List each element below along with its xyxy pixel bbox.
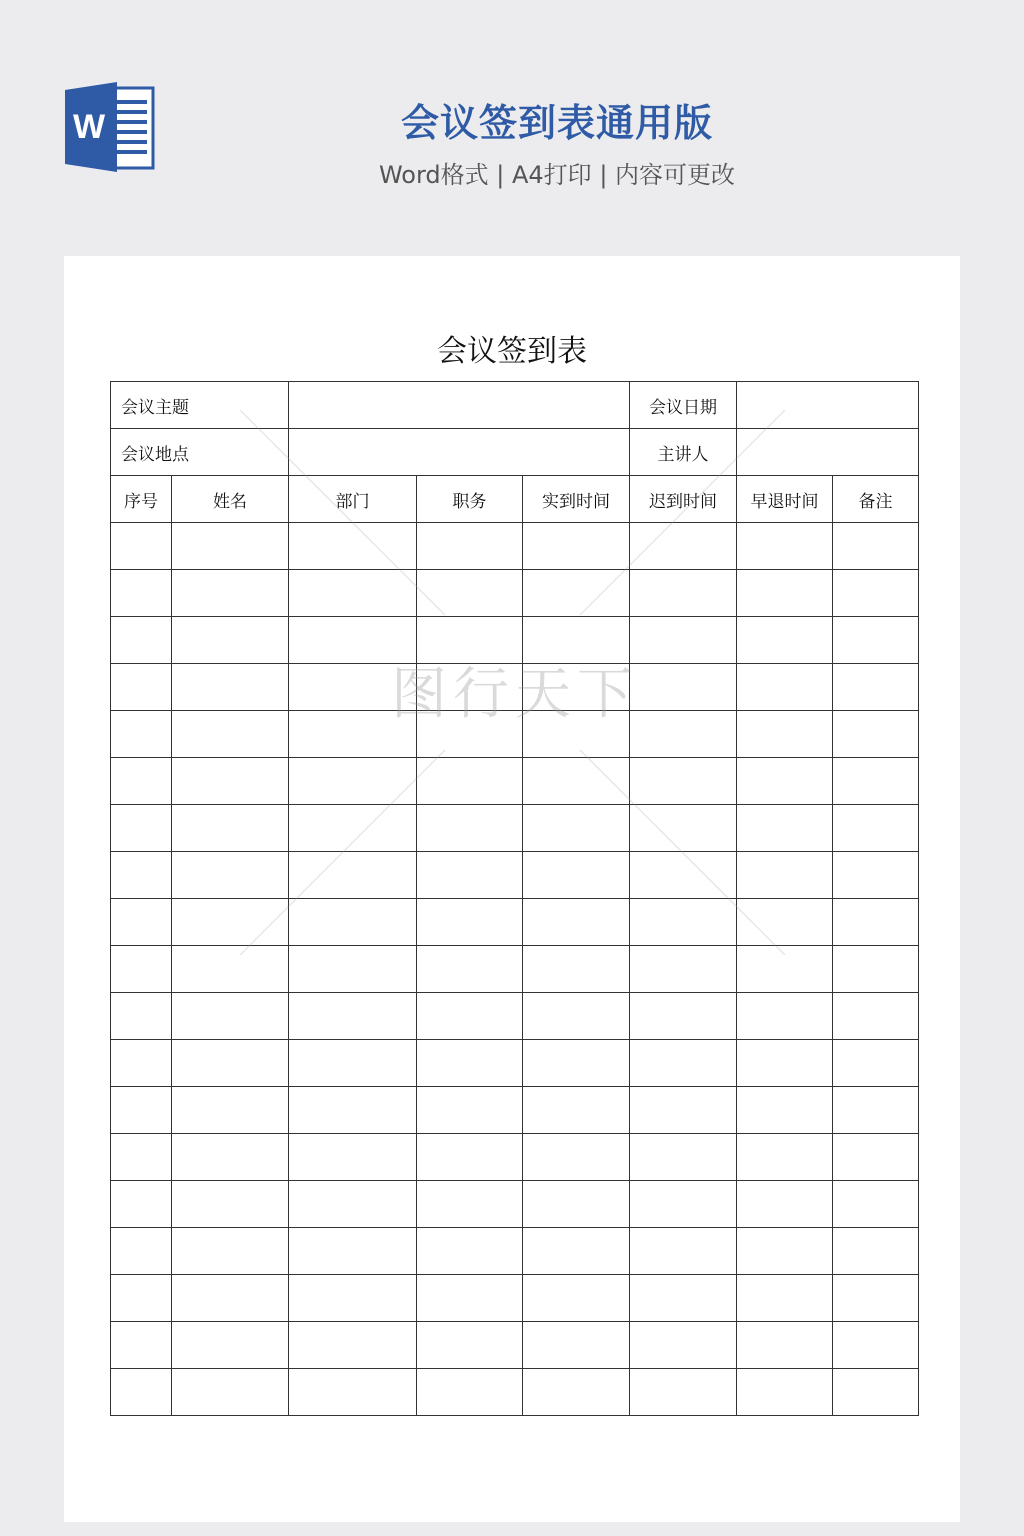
- table-cell[interactable]: [172, 711, 289, 758]
- col-header-name: 姓名: [172, 476, 289, 523]
- table-cell[interactable]: [833, 805, 919, 852]
- table-cell[interactable]: [289, 899, 417, 946]
- table-cell[interactable]: [737, 711, 833, 758]
- topic-label: 会议主题: [111, 382, 289, 429]
- sign-in-table: [110, 381, 919, 1416]
- table-cell[interactable]: [737, 1040, 833, 1087]
- table-row: [111, 899, 919, 946]
- speaker-value-cell[interactable]: [737, 429, 919, 476]
- table-cell[interactable]: [630, 852, 737, 899]
- word-document-icon: [65, 82, 157, 172]
- table-cell[interactable]: [289, 1181, 417, 1228]
- table-cell[interactable]: [737, 1369, 833, 1416]
- table-cell[interactable]: [523, 1134, 630, 1181]
- table-cell[interactable]: [417, 1087, 523, 1134]
- table-cell[interactable]: [737, 899, 833, 946]
- table-cell[interactable]: [111, 1134, 172, 1181]
- table-cell[interactable]: [111, 946, 172, 993]
- table-cell[interactable]: [630, 1087, 737, 1134]
- table-row: [111, 1040, 919, 1087]
- table-cell[interactable]: [523, 852, 630, 899]
- table-cell[interactable]: [523, 758, 630, 805]
- table-cell[interactable]: [833, 617, 919, 664]
- table-cell[interactable]: [172, 993, 289, 1040]
- table-cell[interactable]: [111, 899, 172, 946]
- table-cell[interactable]: [111, 1087, 172, 1134]
- table-cell[interactable]: [737, 852, 833, 899]
- table-cell[interactable]: [172, 570, 289, 617]
- document-title: 会议签到表: [437, 334, 587, 369]
- word-icon-letter: W: [72, 108, 106, 146]
- col-header-index: 序号: [111, 476, 172, 523]
- col-header-early-leave-time: 早退时间: [737, 476, 833, 523]
- table-cell[interactable]: [417, 993, 523, 1040]
- table-cell[interactable]: [172, 1181, 289, 1228]
- table-cell[interactable]: [630, 805, 737, 852]
- table-cell[interactable]: [172, 805, 289, 852]
- col-header-position: 职务: [417, 476, 523, 523]
- watermark-text: 图行天下: [391, 662, 639, 727]
- table-cell[interactable]: [289, 570, 417, 617]
- table-cell[interactable]: [111, 711, 172, 758]
- column-header-row: [111, 476, 919, 523]
- table-cell[interactable]: [172, 899, 289, 946]
- table-cell[interactable]: [111, 852, 172, 899]
- table-cell[interactable]: [111, 1275, 172, 1322]
- table-cell[interactable]: [523, 570, 630, 617]
- table-cell[interactable]: [737, 993, 833, 1040]
- table-row: [111, 1134, 919, 1181]
- table-cell[interactable]: [111, 523, 172, 570]
- table-cell[interactable]: [289, 523, 417, 570]
- table-cell[interactable]: [417, 523, 523, 570]
- table-row: [111, 852, 919, 899]
- table-cell[interactable]: [417, 946, 523, 993]
- table-row: [111, 805, 919, 852]
- table-cell[interactable]: [833, 899, 919, 946]
- table-cell[interactable]: [417, 1322, 523, 1369]
- table-cell[interactable]: [833, 523, 919, 570]
- table-cell[interactable]: [289, 617, 417, 664]
- table-cell[interactable]: [417, 899, 523, 946]
- table-cell[interactable]: [833, 946, 919, 993]
- table-cell[interactable]: [523, 899, 630, 946]
- table-cell[interactable]: [523, 993, 630, 1040]
- table-cell[interactable]: [737, 664, 833, 711]
- table-cell[interactable]: [172, 1087, 289, 1134]
- table-cell[interactable]: [417, 1040, 523, 1087]
- table-cell[interactable]: [172, 852, 289, 899]
- page-subtitle: Word格式 | A4打印 | 内容可更改: [378, 161, 736, 189]
- table-cell[interactable]: [630, 711, 737, 758]
- table-row: [111, 993, 919, 1040]
- table-cell[interactable]: [111, 1181, 172, 1228]
- topic-value-cell[interactable]: [289, 382, 630, 429]
- table-cell[interactable]: [833, 1322, 919, 1369]
- table-cell[interactable]: [172, 946, 289, 993]
- table-cell[interactable]: [417, 1181, 523, 1228]
- table-cell[interactable]: [833, 570, 919, 617]
- table-cell[interactable]: [833, 1275, 919, 1322]
- table-cell[interactable]: [523, 946, 630, 993]
- table-cell[interactable]: [523, 1087, 630, 1134]
- table-row: [111, 1228, 919, 1275]
- table-cell[interactable]: [737, 523, 833, 570]
- table-cell[interactable]: [111, 1040, 172, 1087]
- table-cell[interactable]: [172, 664, 289, 711]
- table-cell[interactable]: [523, 617, 630, 664]
- table-cell[interactable]: [630, 1369, 737, 1416]
- table-row: [111, 664, 919, 711]
- table-cell[interactable]: [737, 1322, 833, 1369]
- table-cell[interactable]: [172, 758, 289, 805]
- location-value-cell[interactable]: [289, 429, 630, 476]
- table-cell[interactable]: [289, 852, 417, 899]
- table-cell[interactable]: [289, 1275, 417, 1322]
- table-cell[interactable]: [111, 1228, 172, 1275]
- table-cell[interactable]: [737, 805, 833, 852]
- table-cell[interactable]: [833, 1181, 919, 1228]
- table-cell[interactable]: [172, 1040, 289, 1087]
- table-cell[interactable]: [523, 805, 630, 852]
- table-cell[interactable]: [172, 1275, 289, 1322]
- table-cell[interactable]: [289, 805, 417, 852]
- table-cell[interactable]: [111, 1369, 172, 1416]
- table-cell[interactable]: [737, 1134, 833, 1181]
- table-cell[interactable]: [833, 758, 919, 805]
- table-cell[interactable]: [417, 1228, 523, 1275]
- table-cell[interactable]: [833, 1369, 919, 1416]
- table-cell[interactable]: [737, 1275, 833, 1322]
- table-cell[interactable]: [523, 1322, 630, 1369]
- date-value-cell[interactable]: [737, 382, 919, 429]
- table-cell[interactable]: [417, 1369, 523, 1416]
- table-cell[interactable]: [737, 617, 833, 664]
- table-cell[interactable]: [833, 1228, 919, 1275]
- table-cell[interactable]: [417, 852, 523, 899]
- table-cell[interactable]: [172, 1322, 289, 1369]
- page-title: 会议签到表通用版: [400, 101, 713, 145]
- table-cell[interactable]: [630, 1040, 737, 1087]
- table-cell[interactable]: [523, 1228, 630, 1275]
- table-cell[interactable]: [289, 1087, 417, 1134]
- table-cell[interactable]: [417, 570, 523, 617]
- table-cell[interactable]: [630, 899, 737, 946]
- table-cell[interactable]: [630, 758, 737, 805]
- table-cell[interactable]: [111, 617, 172, 664]
- location-label: 会议地点: [111, 429, 289, 476]
- table-cell[interactable]: [289, 711, 417, 758]
- table-cell[interactable]: [630, 1181, 737, 1228]
- table-cell[interactable]: [289, 1040, 417, 1087]
- table-cell[interactable]: [630, 1228, 737, 1275]
- table-cell[interactable]: [523, 523, 630, 570]
- table-cell[interactable]: [630, 1322, 737, 1369]
- table-cell[interactable]: [172, 617, 289, 664]
- table-cell[interactable]: [417, 711, 523, 758]
- col-header-remarks: 备注: [833, 476, 919, 523]
- table-row: [111, 1275, 919, 1322]
- info-row-location: [111, 429, 919, 476]
- table-cell[interactable]: [833, 1040, 919, 1087]
- table-cell[interactable]: [737, 1087, 833, 1134]
- table-cell[interactable]: [289, 1322, 417, 1369]
- table-cell[interactable]: [630, 1275, 737, 1322]
- table-row: [111, 711, 919, 758]
- table-cell[interactable]: [833, 852, 919, 899]
- table-cell[interactable]: [833, 1134, 919, 1181]
- table-cell[interactable]: [172, 1369, 289, 1416]
- table-cell[interactable]: [111, 664, 172, 711]
- table-cell[interactable]: [833, 664, 919, 711]
- date-label: 会议日期: [630, 382, 737, 429]
- table-row: [111, 1369, 919, 1416]
- col-header-arrival-time: 实到时间: [523, 476, 630, 523]
- table-cell[interactable]: [417, 664, 523, 711]
- table-row: [111, 1087, 919, 1134]
- table-cell[interactable]: [289, 1134, 417, 1181]
- table-cell[interactable]: [523, 1181, 630, 1228]
- table-cell[interactable]: [111, 1322, 172, 1369]
- table-row: [111, 1181, 919, 1228]
- table-cell[interactable]: [630, 617, 737, 664]
- table-cell[interactable]: [111, 570, 172, 617]
- table-cell[interactable]: [111, 758, 172, 805]
- table-cell[interactable]: [630, 993, 737, 1040]
- table-cell[interactable]: [523, 1040, 630, 1087]
- table-cell[interactable]: [523, 1275, 630, 1322]
- table-cell[interactable]: [289, 1228, 417, 1275]
- table-cell[interactable]: [417, 617, 523, 664]
- table-cell[interactable]: [737, 1181, 833, 1228]
- table-cell[interactable]: [289, 664, 417, 711]
- table-cell[interactable]: [737, 1228, 833, 1275]
- table-cell[interactable]: [417, 758, 523, 805]
- table-row: [111, 1322, 919, 1369]
- table-cell[interactable]: [833, 1087, 919, 1134]
- table-cell[interactable]: [523, 664, 630, 711]
- table-cell[interactable]: [417, 1275, 523, 1322]
- table-cell[interactable]: [111, 993, 172, 1040]
- table-cell[interactable]: [737, 758, 833, 805]
- table-cell[interactable]: [630, 664, 737, 711]
- speaker-label: 主讲人: [630, 429, 737, 476]
- table-cell[interactable]: [289, 946, 417, 993]
- table-cell[interactable]: [630, 946, 737, 993]
- table-cell[interactable]: [289, 758, 417, 805]
- table-cell[interactable]: [523, 711, 630, 758]
- table-cell[interactable]: [417, 805, 523, 852]
- table-cell[interactable]: [523, 1369, 630, 1416]
- table-row: [111, 523, 919, 570]
- table-cell[interactable]: [172, 1228, 289, 1275]
- table-row: [111, 758, 919, 805]
- table-cell[interactable]: [172, 523, 289, 570]
- table-cell[interactable]: [833, 993, 919, 1040]
- table-row: [111, 946, 919, 993]
- table-cell[interactable]: [172, 1134, 289, 1181]
- table-row: [111, 617, 919, 664]
- table-cell[interactable]: [737, 570, 833, 617]
- table-cell[interactable]: [630, 1134, 737, 1181]
- table-cell[interactable]: [630, 570, 737, 617]
- info-row-topic: [111, 382, 919, 429]
- table-cell[interactable]: [289, 1369, 417, 1416]
- table-cell[interactable]: [417, 1134, 523, 1181]
- table-row: [111, 570, 919, 617]
- table-cell[interactable]: [737, 946, 833, 993]
- table-cell[interactable]: [289, 993, 417, 1040]
- table-cell[interactable]: [111, 805, 172, 852]
- table-cell[interactable]: [833, 711, 919, 758]
- col-header-department: 部门: [289, 476, 417, 523]
- table-cell[interactable]: [630, 523, 737, 570]
- col-header-late-time: 迟到时间: [630, 476, 737, 523]
